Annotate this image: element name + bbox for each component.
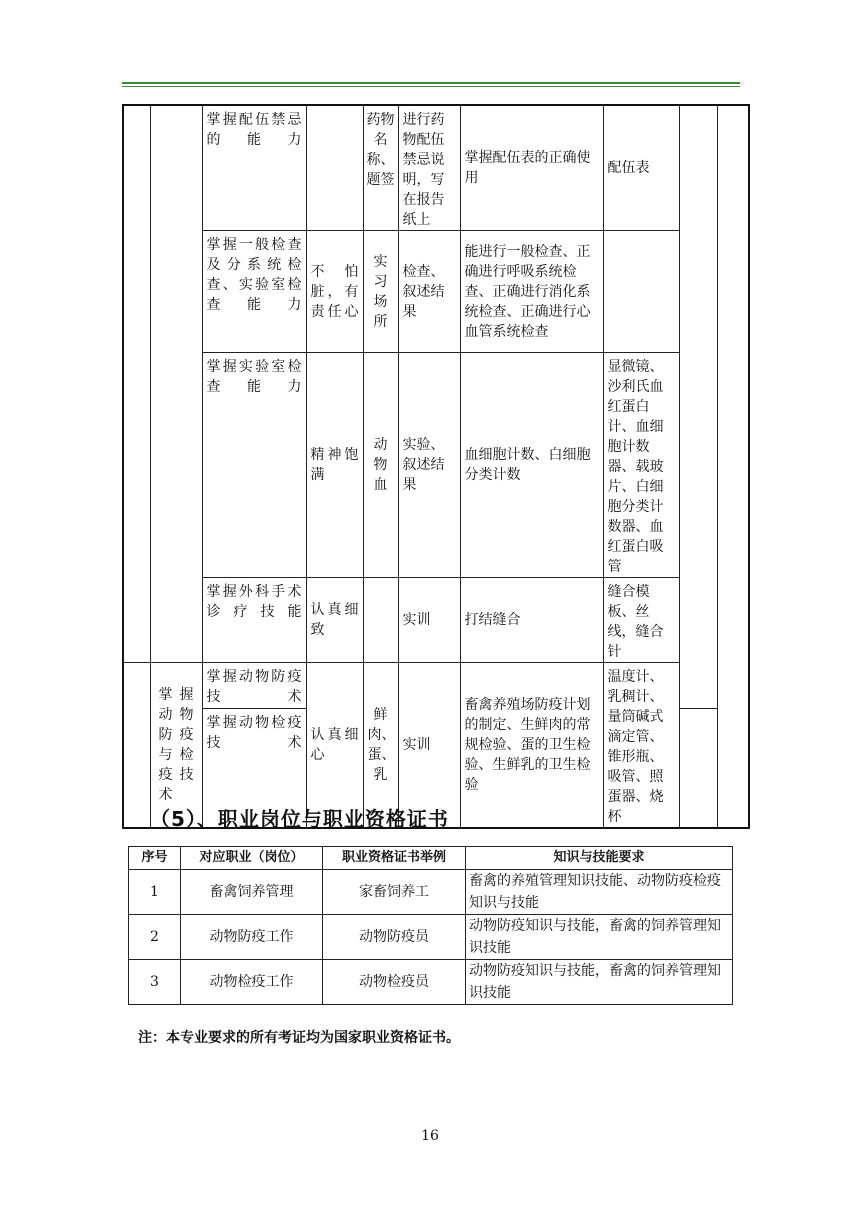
blank-cell (150, 105, 202, 663)
ability-cell: 掌握外科手术诊疗技能 (202, 578, 306, 663)
row-job: 动物防疫工作 (181, 915, 323, 960)
method-cell: 实训 (398, 578, 460, 663)
content-cell: 畜禽养殖场防疫计划的制定、生鲜肉的常规检验、蛋的卫生检验、生鲜乳的卫生检验 (460, 663, 603, 829)
content-cell: 血细胞计数、白细胞分类计数 (460, 353, 603, 578)
blank-cell (679, 708, 717, 828)
material-cell: 实习场所 (363, 231, 398, 353)
blank-cell (679, 105, 717, 708)
header-job: 对应职业（岗位） (181, 847, 323, 870)
attitude-cell: 认真细致 (306, 578, 363, 663)
group-name-cell: 掌握动物防疫与检疫技术 (150, 663, 202, 829)
footnote: 注：本专业要求的所有考证均为国家职业资格证书。 (138, 1030, 460, 1046)
row-cert: 动物防疫员 (323, 915, 466, 960)
row-req: 动物防疫知识与技能，畜禽的饲养管理知识技能 (466, 915, 733, 960)
table-row (129, 870, 733, 915)
tools-cell: 显微镜、沙利氏血红蛋白计、血细胞计数器、载玻片、白细胞分类计数器、血红蛋白吸管 (603, 353, 679, 578)
tools-cell: 温度计、乳稠计、量筒碱式滴定管、锥形瓶、吸管、照蛋器、烧杯 (603, 663, 679, 829)
material-cell: 药物名称、题签 (363, 105, 398, 231)
row-cert: 动物检疫员 (323, 960, 466, 1005)
table-row (129, 960, 733, 1005)
header-no: 序号 (129, 847, 181, 870)
tools-cell: 配伍表 (603, 105, 679, 231)
method-cell: 进行药物配伍禁忌说明，写在报告纸上 (398, 105, 460, 231)
row-cert: 家畜饲养工 (323, 870, 466, 915)
ability-cell: 掌握动物检疫技术 (202, 708, 306, 828)
header-cert: 职业资格证书举例 (323, 847, 466, 870)
certificate-table (128, 846, 733, 1005)
skills-table (122, 104, 750, 829)
tools-cell: 缝合模板、丝线，缝合针 (603, 578, 679, 663)
row-no: 1 (129, 870, 181, 915)
row-no: 3 (129, 960, 181, 1005)
content-cell: 打结缝合 (460, 578, 603, 663)
blank-cell (717, 105, 749, 828)
row-req: 动物防疫知识与技能，畜禽的饲养管理知识技能 (466, 960, 733, 1005)
material-cell: 鲜肉、蛋、乳 (363, 663, 398, 829)
method-cell: 实验、叙述结果 (398, 353, 460, 578)
ability-cell: 掌握一般检查及分系统检查、实验室检查能力 (202, 231, 306, 353)
ability-cell: 掌握实验室检查能力 (202, 353, 306, 578)
blank-cell (123, 663, 150, 829)
material-cell: 动物血 (363, 353, 398, 578)
attitude-cell: 精神饱满 (306, 353, 363, 578)
method-cell: 实训 (398, 663, 460, 829)
row-job: 动物检疫工作 (181, 960, 323, 1005)
row-req: 畜禽的养殖管理知识技能、动物防疫检疫知识与技能 (466, 870, 733, 915)
section-title: （5）、职业岗位与职业资格证书 (150, 807, 449, 831)
content-cell: 能进行一般检查、正确进行呼吸系统检查、正确进行消化系统检查、正确进行心血管系统检查 (460, 231, 603, 353)
ability-cell: 掌握配伍禁忌的能力 (202, 105, 306, 231)
material-cell (363, 578, 398, 663)
header-req: 知识与技能要求 (466, 847, 733, 870)
row-job: 畜禽饲养管理 (181, 870, 323, 915)
ability-cell: 掌握动物防疫技术 (202, 663, 306, 709)
blank-cell (123, 105, 150, 663)
header-rule-thin (122, 86, 740, 87)
method-cell: 检查、叙述结果 (398, 231, 460, 353)
tools-cell (603, 231, 679, 353)
attitude-cell: 不怕脏，有责任心 (306, 231, 363, 353)
header-rule-thick (122, 82, 740, 84)
content-cell: 掌握配伍表的正确使用 (460, 105, 603, 231)
table-row (129, 915, 733, 960)
page-number: 16 (421, 1128, 439, 1144)
row-no: 2 (129, 915, 181, 960)
attitude-cell: 认真细心 (306, 663, 363, 829)
attitude-cell (306, 105, 363, 231)
